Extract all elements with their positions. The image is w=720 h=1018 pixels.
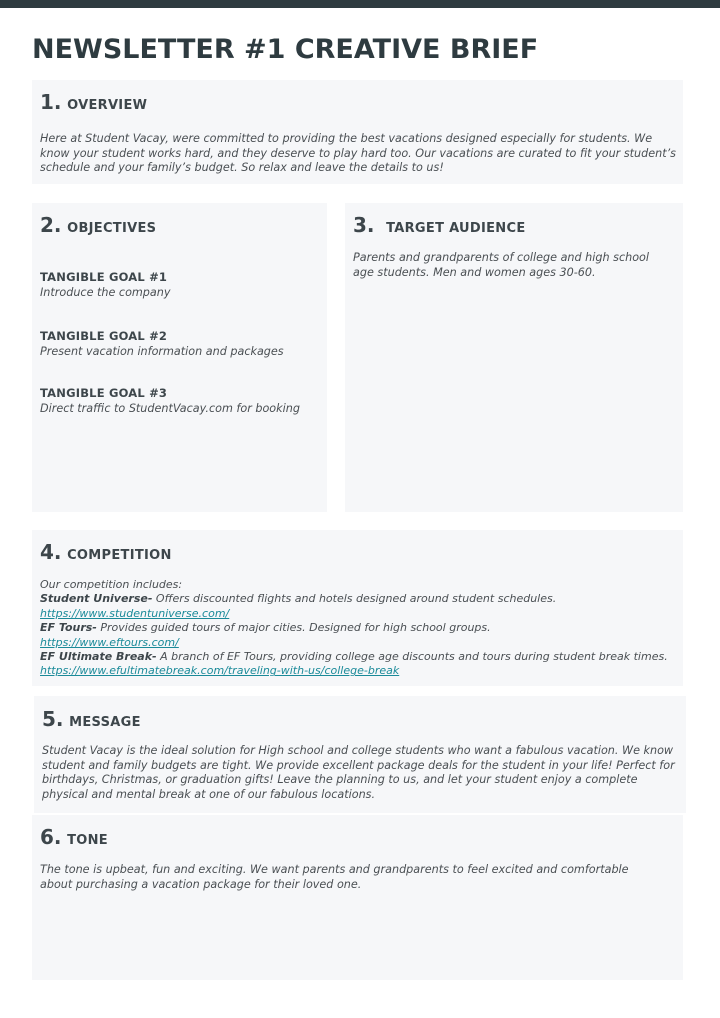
overview-text: Here at Student Vacay, were committed to providing the best vacations designed especially for students. We know your student works hard, and they deserve to play hard too. Our vacations are curated to fit your student’s schedule and your family’s budget. So relax and leave the details to us! [40, 132, 676, 174]
tone-text: The tone is upbeat, fun and exciting. We want parents and grandparents to feel excited and comfortable about purchasing a vacation package for their loved one. [40, 863, 629, 891]
overview-heading [40, 90, 147, 114]
target-audience-heading [353, 213, 526, 237]
competitor-description: Offers discounted flights and hotels designed around student schedules. [152, 592, 557, 606]
goal-item [40, 270, 320, 300]
competition-section [32, 530, 683, 686]
competition-number: 4. [40, 540, 62, 564]
tone-number: 6. [40, 825, 62, 849]
goal-description: Direct traffic to StudentVacay.com for booking [40, 402, 300, 415]
objectives-number: 2. [40, 213, 62, 237]
goal-description: Introduce the company [40, 286, 171, 299]
competition-intro: Our competition includes: [40, 578, 183, 591]
message-heading [42, 707, 141, 731]
goal-item [40, 386, 320, 416]
competition-list [40, 578, 676, 679]
competitor-link-row [40, 664, 676, 678]
tone-heading [40, 825, 108, 849]
competition-heading [40, 540, 172, 564]
competitor-link-row [40, 607, 676, 621]
goal-title: TANGIBLE GOAL #1 [40, 270, 168, 284]
competitor-name: EF Ultimate Break- [40, 650, 157, 664]
goal-title: TANGIBLE GOAL #3 [40, 386, 168, 400]
tone-label: TONE [67, 833, 108, 848]
message-text: Student Vacay is the ideal solution for High school and college students who want a fabulous vacation. We know student and family budgets are tight. We provide excellent package deals for the student in your life! Perfect for birthdays, Christmas, or graduation gifts! Leave the planning to us, and let your student enjoy a complete physical and mental break at one of our fabulous locations. [42, 744, 675, 801]
target-audience-section [345, 203, 683, 512]
overview-label: OVERVIEW [67, 98, 148, 113]
competitor-link[interactable]: https://www.studentuniverse.com/ [40, 606, 230, 620]
competitor-name: Student Universe- [40, 592, 153, 606]
target-audience-text: Parents and grandparents of college and high school age students. Men and women ages 30-60. [353, 251, 649, 279]
goal-description: Present vacation information and packages [40, 345, 284, 358]
competitor-name: EF Tours- [40, 621, 97, 635]
overview-number: 1. [40, 90, 62, 114]
goal-title: TANGIBLE GOAL #2 [40, 329, 168, 343]
competitor-entry [40, 621, 676, 635]
competitor-link[interactable]: https://www.efultimatebreak.com/traveling-with-us/college-break [40, 664, 400, 678]
competition-label: COMPETITION [67, 548, 172, 563]
message-label: MESSAGE [69, 715, 141, 730]
goal-item [40, 329, 320, 359]
top-accent-bar [0, 0, 720, 8]
message-number: 5. [42, 707, 64, 731]
objectives-heading [40, 213, 156, 237]
competitor-link-row [40, 636, 676, 650]
message-section [34, 696, 686, 813]
target-audience-number: 3. [353, 213, 375, 237]
competitor-description: A branch of EF Tours, providing college age discounts and tours during student break times. [156, 650, 668, 664]
target-audience-label: TARGET AUDIENCE [386, 221, 526, 236]
competitor-entry [40, 592, 676, 606]
overview-section [32, 80, 683, 184]
tone-section [32, 815, 683, 980]
competitor-link[interactable]: https://www.eftours.com/ [40, 635, 179, 649]
document-title: NEWSLETTER #1 CREATIVE BRIEF [32, 34, 539, 65]
objectives-section [32, 203, 327, 512]
objectives-label: OBJECTIVES [67, 221, 157, 236]
competitor-entry [40, 650, 676, 664]
competitor-description: Provides guided tours of major cities. Designed for high school groups. [96, 621, 491, 635]
